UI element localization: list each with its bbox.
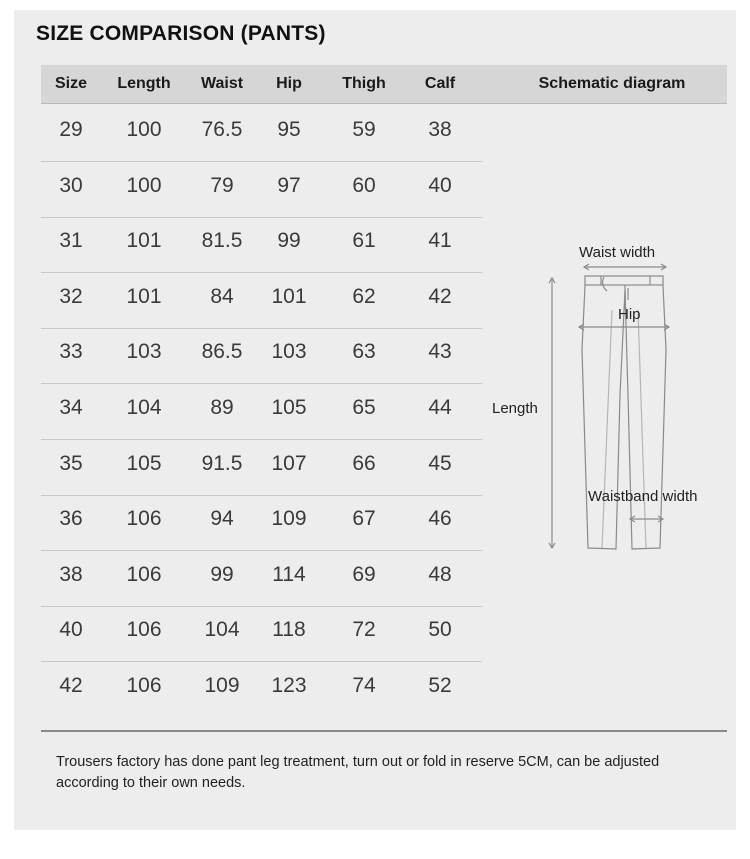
label-length: Length	[492, 400, 538, 417]
cell-thigh: 67	[352, 507, 376, 531]
cell-size: 33	[59, 340, 83, 364]
table-row	[41, 328, 482, 384]
cell-thigh: 65	[352, 396, 376, 419]
header-schematic-diagram: Schematic diagram	[538, 75, 686, 92]
cell-calf: 42	[428, 284, 452, 308]
header-waist: Waist	[200, 75, 244, 92]
table-row	[41, 440, 482, 496]
cell-length: 100	[126, 173, 162, 197]
cell-hip: 118	[272, 618, 306, 642]
cell-hip: 103	[271, 340, 307, 364]
cell-calf: 41	[428, 229, 452, 253]
cell-size: 32	[59, 284, 83, 308]
cell-length: 106	[126, 618, 162, 642]
cell-thigh: 72	[352, 618, 376, 642]
cell-waist: 76.5	[201, 118, 243, 141]
cell-calf: 48	[428, 562, 452, 586]
cell-size: 30	[59, 173, 83, 197]
cell-calf: 44	[428, 396, 452, 419]
cell-hip: 95	[277, 118, 301, 141]
cell-length: 103	[126, 340, 162, 364]
cell-size: 40	[59, 618, 83, 642]
header-hip: Hip	[276, 75, 302, 92]
table-row	[41, 162, 482, 218]
cell-waist: 89	[210, 396, 234, 419]
cell-hip: 109	[271, 507, 307, 531]
cell-waist: 94	[210, 507, 234, 531]
cell-size: 35	[59, 451, 83, 475]
cell-size: 38	[59, 562, 83, 586]
cell-hip: 107	[271, 451, 307, 475]
cell-hip: 97	[277, 173, 301, 197]
cell-waist: 109	[204, 674, 240, 697]
cell-size: 42	[59, 674, 83, 697]
table-row	[41, 662, 482, 717]
cell-hip: 105	[271, 396, 307, 419]
cell-thigh: 61	[352, 229, 376, 253]
cell-thigh: 59	[352, 118, 376, 141]
cell-hip: 101	[271, 284, 307, 308]
label-waistband-width: Waistband width	[588, 488, 698, 505]
cell-waist: 81.5	[201, 229, 243, 253]
table-row	[41, 273, 482, 329]
table-row	[41, 606, 482, 662]
table-row	[41, 106, 482, 162]
table-row	[41, 384, 482, 440]
table-header	[41, 65, 727, 104]
cell-waist: 91.5	[201, 451, 243, 475]
cell-calf: 38	[428, 118, 452, 141]
cell-waist: 99	[210, 562, 234, 586]
label-hip: Hip	[618, 306, 641, 323]
page-title: SIZE COMPARISON (PANTS)	[36, 22, 326, 45]
cell-size: 29	[59, 118, 83, 141]
table-row	[41, 551, 482, 607]
table-row	[41, 217, 482, 273]
cell-waist: 104	[204, 618, 240, 642]
footnote: Trousers factory has done pant leg treatment, turn out or fold in reserve 5CM, can be adjusted according to their own needs.	[56, 754, 660, 791]
cell-calf: 43	[428, 340, 452, 364]
cell-calf: 46	[428, 507, 452, 531]
cell-length: 101	[126, 229, 162, 253]
header-length: Length	[117, 75, 171, 92]
table-row	[41, 495, 482, 551]
cell-calf: 50	[428, 618, 452, 642]
cell-size: 34	[59, 396, 83, 419]
cell-length: 106	[126, 507, 162, 531]
pants-schematic-diagram	[480, 230, 730, 560]
label-waist-width: Waist width	[579, 244, 656, 261]
header-size: Size	[54, 75, 88, 92]
cell-length: 101	[126, 284, 162, 308]
cell-size: 36	[59, 507, 83, 531]
table-bottom-divider	[41, 730, 727, 732]
cell-thigh: 74	[352, 674, 376, 697]
cell-hip: 99	[277, 229, 301, 253]
cell-thigh: 69	[352, 562, 376, 586]
cell-length: 104	[126, 396, 162, 419]
header-thigh: Thigh	[342, 75, 386, 92]
cell-hip: 114	[272, 562, 306, 586]
cell-calf: 52	[428, 674, 452, 697]
cell-waist: 79	[210, 173, 234, 197]
cell-hip: 123	[271, 674, 307, 697]
cell-waist: 84	[210, 284, 234, 308]
cell-thigh: 63	[352, 340, 376, 364]
cell-calf: 45	[428, 451, 452, 475]
cell-length: 100	[126, 118, 162, 141]
pants-outline-icon	[480, 230, 730, 560]
cell-thigh: 62	[352, 284, 376, 308]
cell-calf: 40	[428, 173, 452, 197]
header-calf: Calf	[424, 75, 456, 92]
cell-length: 106	[126, 674, 162, 697]
cell-thigh: 60	[352, 173, 376, 197]
cell-length: 105	[126, 451, 162, 475]
cell-length: 106	[126, 562, 162, 586]
cell-size: 31	[59, 229, 83, 253]
cell-waist: 86.5	[201, 340, 243, 364]
cell-thigh: 66	[352, 451, 376, 475]
